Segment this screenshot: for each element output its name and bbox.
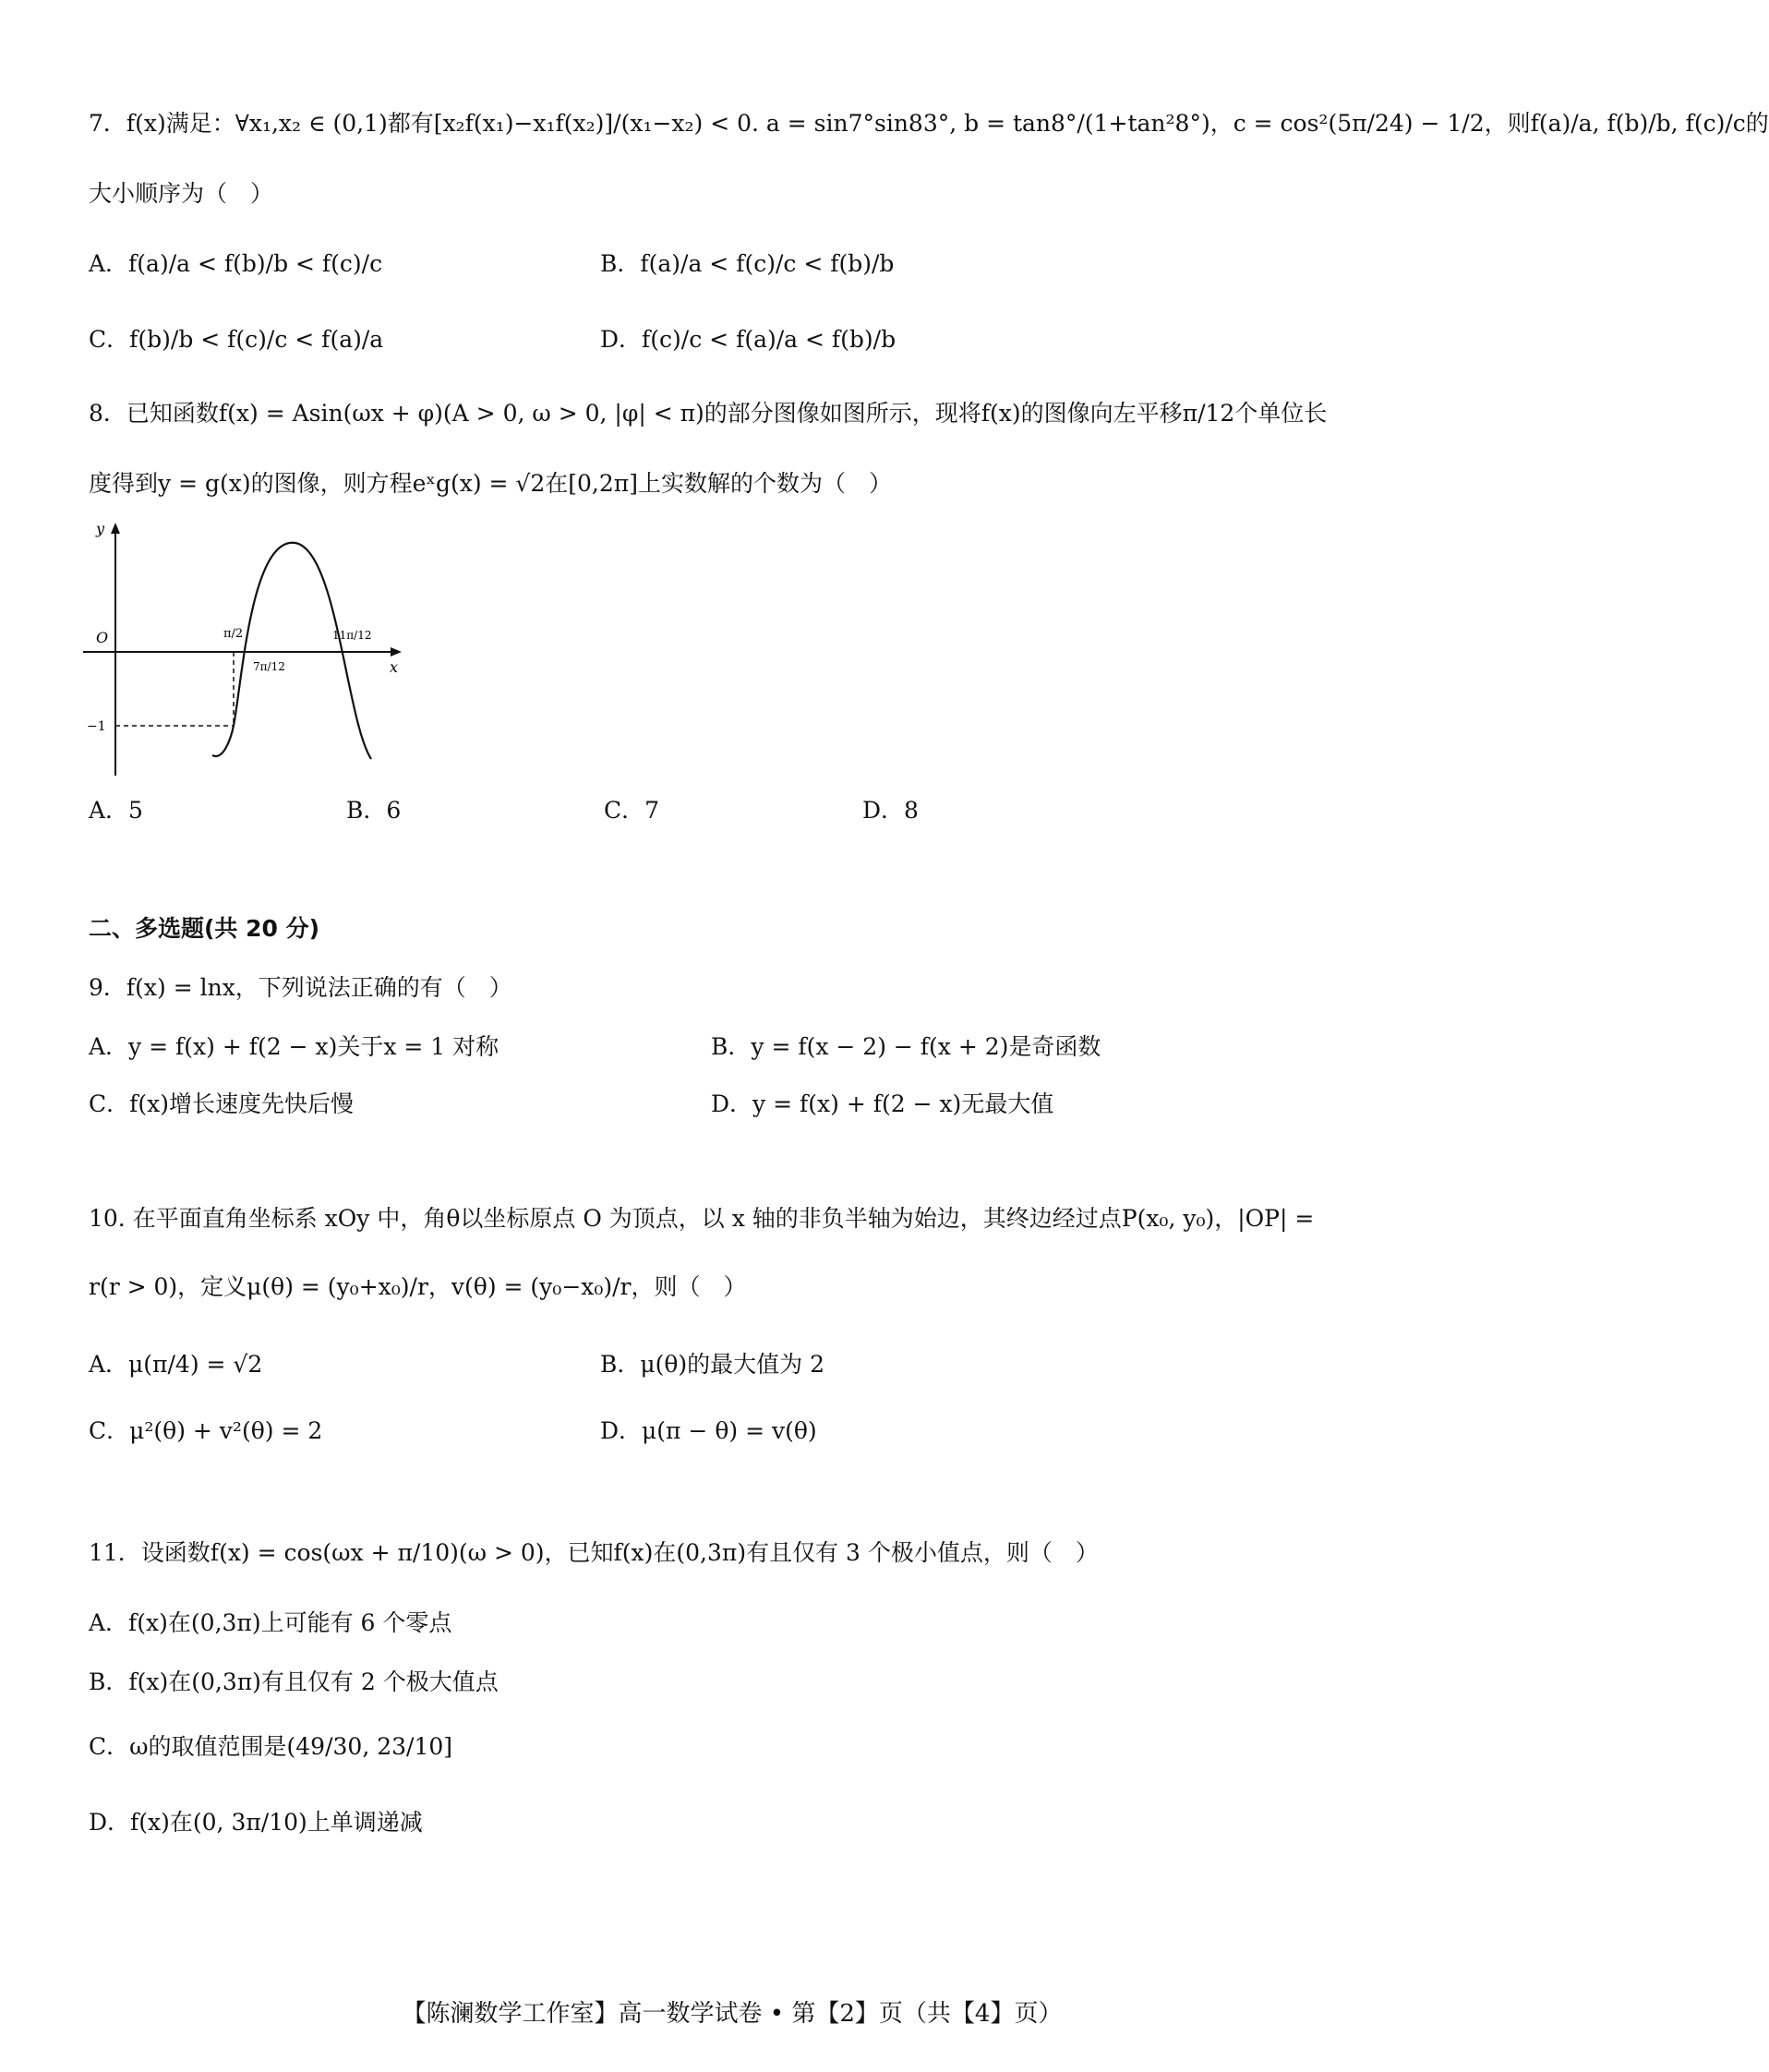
graph-sine-curve (212, 543, 371, 759)
q10-option-d[interactable]: D．μ(π − θ) = v(θ) (600, 1417, 817, 1444)
graph-tick-pi-over-2: π/2 (223, 627, 244, 641)
graph-y-arrow (111, 523, 120, 534)
q8-option-c[interactable]: C．7 (604, 797, 660, 824)
q8-option-b[interactable]: B．6 (346, 797, 402, 824)
q7-stem-line1: 7．f(x)满足：∀x₁,x₂ ∈ (0,1)都有[x₂f(x₁)−x₁f(x₂)]/(x₁−x₂) < 0. a = sin7°sin83°, b = tan8°/(1+tan²8°)，c = cos²(5π/24) − 1/2，则f(a)/a, f(b)/b, f(c)/c的 (89, 110, 1769, 137)
q7-stem-line2: 大小顺序为（ ） (89, 180, 274, 207)
q7-option-d[interactable]: D．f(c)/c < f(a)/a < f(b)/b (600, 326, 897, 353)
q9-option-b[interactable]: B．y = f(x − 2) − f(x + 2)是奇函数 (711, 1033, 1101, 1060)
q7-option-a[interactable]: A．f(a)/a < f(b)/b < f(c)/c (89, 250, 383, 277)
graph-origin-label: O (96, 629, 109, 646)
q10-option-c[interactable]: C．μ²(θ) + v²(θ) = 2 (89, 1417, 323, 1444)
q8-stem-line2: 度得到y = g(x)的图像，则方程eˣg(x) = √2在[0,2π]上实数解的个数为（ ） (89, 470, 892, 497)
graph-y-label: y (96, 520, 105, 537)
graph-x-arrow (391, 647, 402, 657)
q10-stem-line2: r(r > 0)，定义μ(θ) = (y₀+x₀)/r，v(θ) = (y₀−x₀)/r，则（ ） (89, 1273, 747, 1300)
graph-tick-7pi-over-12: 7π/12 (253, 660, 285, 673)
q8-option-d[interactable]: D．8 (862, 797, 919, 824)
q8-function-graph (83, 517, 415, 785)
q8-option-a[interactable]: A．5 (89, 797, 143, 824)
graph-tick-11pi-over-12: 11π/12 (332, 629, 372, 642)
q9-option-c[interactable]: C．f(x)增长速度先快后慢 (89, 1090, 354, 1117)
q10-option-b[interactable]: B．μ(θ)的最大值为 2 (600, 1351, 825, 1378)
graph-tick-minus1: −1 (87, 719, 106, 734)
q11-option-c[interactable]: C．ω的取值范围是(49/30, 23/10] (89, 1733, 453, 1760)
q11-option-a[interactable]: A．f(x)在(0,3π)上可能有 6 个零点 (89, 1609, 452, 1636)
q7-option-b[interactable]: B．f(a)/a < f(c)/c < f(b)/b (600, 250, 895, 277)
q10-stem-line1: 10. 在平面直角坐标系 xOy 中，角θ以坐标原点 O 为顶点，以 x 轴的非负半轴为始边，其终边经过点P(x₀, y₀)，|OP| = (89, 1205, 1315, 1232)
q10-option-a[interactable]: A．μ(π/4) = √2 (89, 1351, 263, 1378)
q9-stem: 9．f(x) = lnx，下列说法正确的有（ ） (89, 974, 512, 1001)
q11-stem: 11．设函数f(x) = cos(ωx + π/10)(ω > 0)，已知f(x)在(0,3π)有且仅有 3 个极小值点，则（ ） (89, 1539, 1099, 1566)
section-heading-multiple-choice: 二、多选题(共 20 分) (89, 915, 320, 942)
q9-option-d[interactable]: D．y = f(x) + f(2 − x)无最大值 (711, 1090, 1054, 1117)
q11-option-b[interactable]: B．f(x)在(0,3π)有且仅有 2 个极大值点 (89, 1668, 499, 1695)
q8-stem-line1: 8．已知函数f(x) = Asin(ωx + φ)(A > 0, ω > 0, |φ| < π)的部分图像如图所示，现将f(x)的图像向左平移π/12个单位长 (89, 400, 1328, 427)
graph-x-label: x (390, 658, 399, 676)
q7-option-c[interactable]: C．f(b)/b < f(c)/c < f(a)/a (89, 326, 384, 353)
q11-option-d[interactable]: D．f(x)在(0, 3π/10)上单调递减 (89, 1809, 423, 1836)
q9-option-a[interactable]: A．y = f(x) + f(2 − x)关于x = 1 对称 (89, 1033, 499, 1060)
page-footer: 【陈澜数学工作室】高一数学试卷 • 第【2】页（共【4】页） (402, 2000, 1063, 2028)
